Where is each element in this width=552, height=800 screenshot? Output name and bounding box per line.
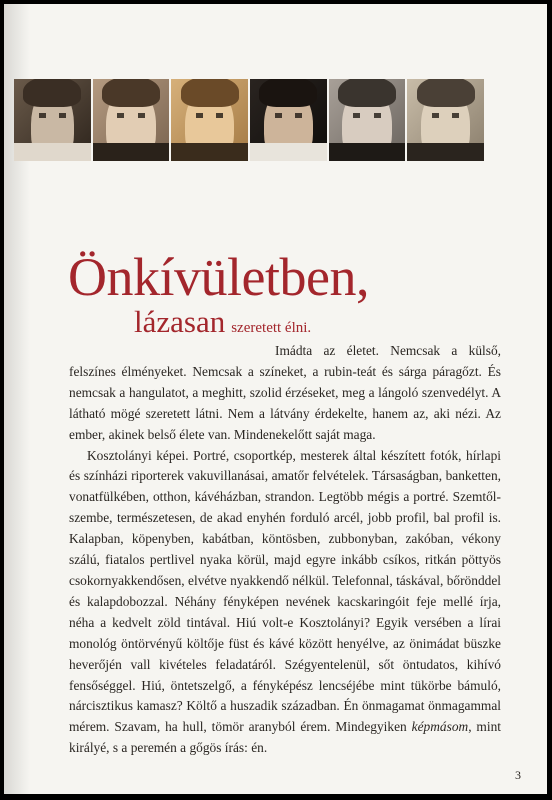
man-older-portrait-photo bbox=[407, 79, 484, 161]
portrait-strip bbox=[14, 79, 484, 161]
chapter-title: Önkívületben, bbox=[68, 247, 369, 307]
young-man-portrait-photo bbox=[93, 79, 170, 161]
emphasis-text: képmásom bbox=[411, 719, 469, 735]
paragraph-1: Imádta az életet. Nemcsak a külső, felszínes élményeket. Nemcsak a színeket, a rubin-teát és sárga páragőzt. És nemcsak a hangulatot, a meghitt, szolid érzéseket, meg a lángoló szenvedélyt. A látható mögé szeretett látni. Nem a látvány érdekelte, hanem az, aki nézi. Az ember, akinek belső élete van. Mindenekelőtt saját maga. bbox=[69, 343, 501, 442]
child-portrait-photo bbox=[14, 79, 91, 161]
page-number: 3 bbox=[515, 768, 521, 782]
young-man-sepia-portrait-photo bbox=[171, 79, 248, 161]
body-text bbox=[69, 341, 501, 759]
paragraph-2 bbox=[69, 446, 501, 760]
man-middle-aged-portrait-photo bbox=[329, 79, 406, 161]
subtitle-small: szeretett élni. bbox=[231, 320, 312, 336]
chapter-subtitle bbox=[134, 304, 311, 346]
paragraph-2-ending: , mint királyé, s a peremén a gőgös írás: én. bbox=[69, 719, 501, 756]
man-dark-portrait-photo bbox=[250, 79, 327, 161]
paragraph-2-text: Kosztolányi képei. Portré, csoportkép, mesterek által készített fotók, hírlapi és színházi riporterek vakuvillanásai, amatőr felvételek. Társaságban, banketten, vonatfülkében, otthon, kávéházban, strandon. Legtöbb mégis a portré. Szemtől-szembe, természetesen, de akad enyhén forduló arcél, jobb profil, bal profil is. Kalapban, köpenyben, kabátban, köntösben, zubbonyban, zakóban, vékony szálú, fiatalos pertlivel nyaka körül, majd egyre inkább csíkos, ritkán pöttyös csokornyakkendősen, elvétve nyakkendő nélkül. Telefonnal, táskával, bőrönddel és kalapdobozzal. Néhány fényképen nevének kacskaringóit feje mellé írja, néha a kedvelt zöld tintával. Hiú volt-e Kosztolányi? Egyik versében a lírai monológ öntörvényű költője füst és kávé között henyélve, az önimádat büszke heverőjén vall kivételes feladatáról. Szégyentelenül, sőt öntudatos, kihívó fensőséggel. Hiú, öntetszelgő, a fényképész lencséjébe mint tükörbe bámuló, nárcisztikus kamasz? Költő a huszadik században. Én önmagamat önmagammal mérem. Szavam, ha hull, tömör aranyból érem. Mindegyiken bbox=[69, 447, 501, 735]
book-page bbox=[4, 4, 547, 794]
subtitle-large: lázasan bbox=[134, 304, 226, 339]
